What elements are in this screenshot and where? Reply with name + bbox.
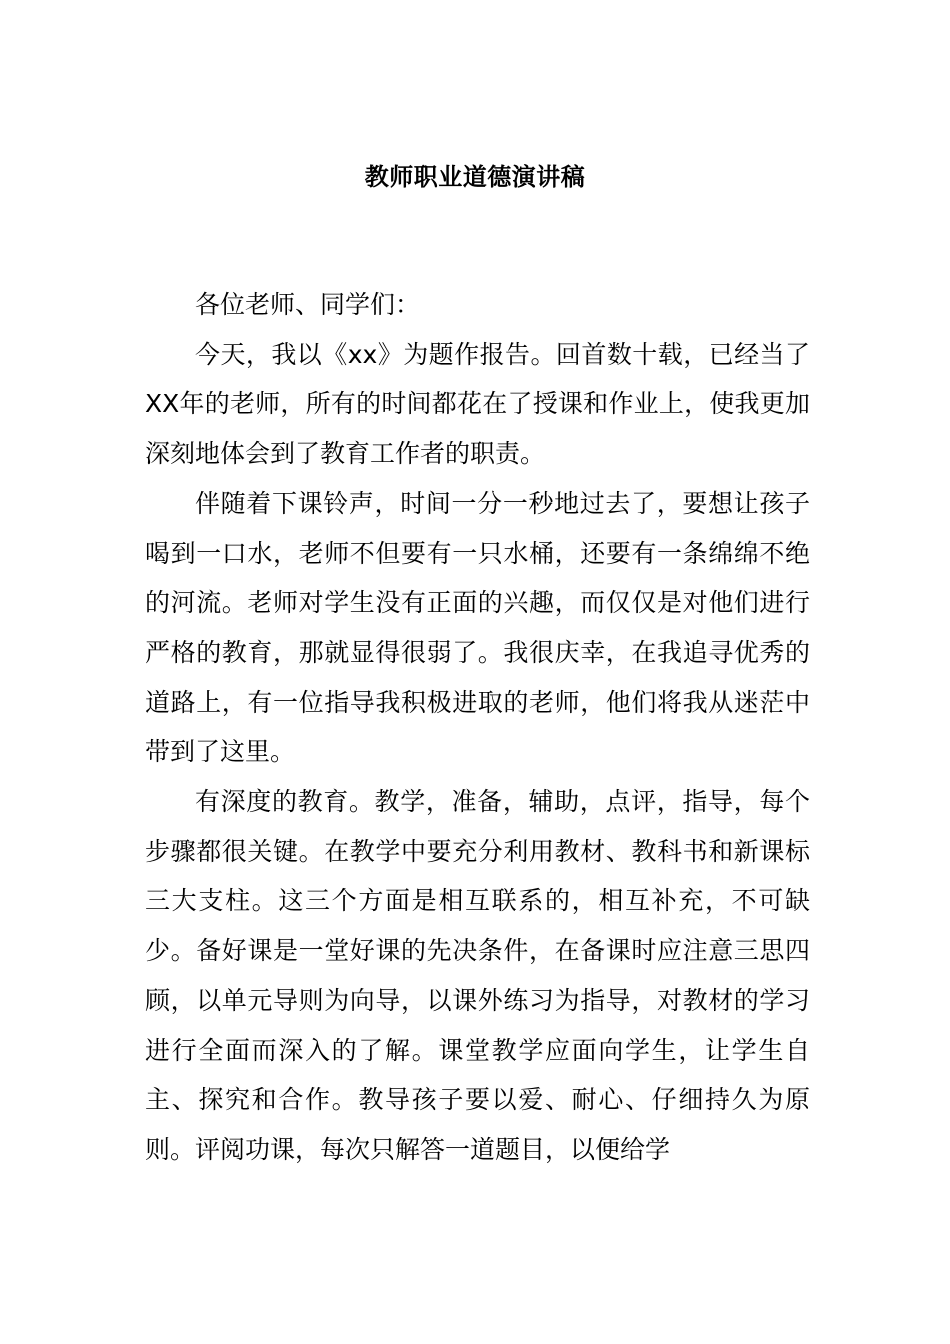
body-paragraph: 今天，我以《xx》为题作报告。回首数十载，已经当了XX年的老师，所有的时间都花在了授课和作业上，使我更加深刻地体会到了教育工作者的职责。 (145, 339, 810, 469)
body-paragraph: 伴随着下课铃声，时间一分一秒地过去了，要想让孩子喝到一口水，老师不但要有一只水桶，还要有一条绵绵不绝的河流。老师对学生没有正面的兴趣，而仅仅是对他们进行严格的教育，那就显得很弱了。我很庆幸，在我追寻优秀的道路上，有一位指导我积极进取的老师，他们将我从迷茫中带到了这里。 (145, 488, 810, 767)
body-paragraph: 有深度的教育。教学，准备，辅助，点评，指导，每个步骤都很关键。在教学中要充分利用教材、教科书和新课标三大支柱。这三个方面是相互联系的，相互补充，不可缺少。备好课是一堂好课的先决条件，在备课时应注意三思四顾，以单元导则为向导，以课外练习为指导，对教材的学习进行全面而深入的了解。课堂教学应面向学生，让学生自主、探究和合作。教导孩子要以爱、耐心、仔细持久为原则。评阅功课，每次只解答一道题目，以便给学 (145, 787, 810, 1164)
document-title: 教师职业道德演讲稿 (364, 163, 586, 191)
document-body (145, 280, 810, 1175)
salutation-paragraph: 各位老师、同学们： (195, 290, 421, 319)
